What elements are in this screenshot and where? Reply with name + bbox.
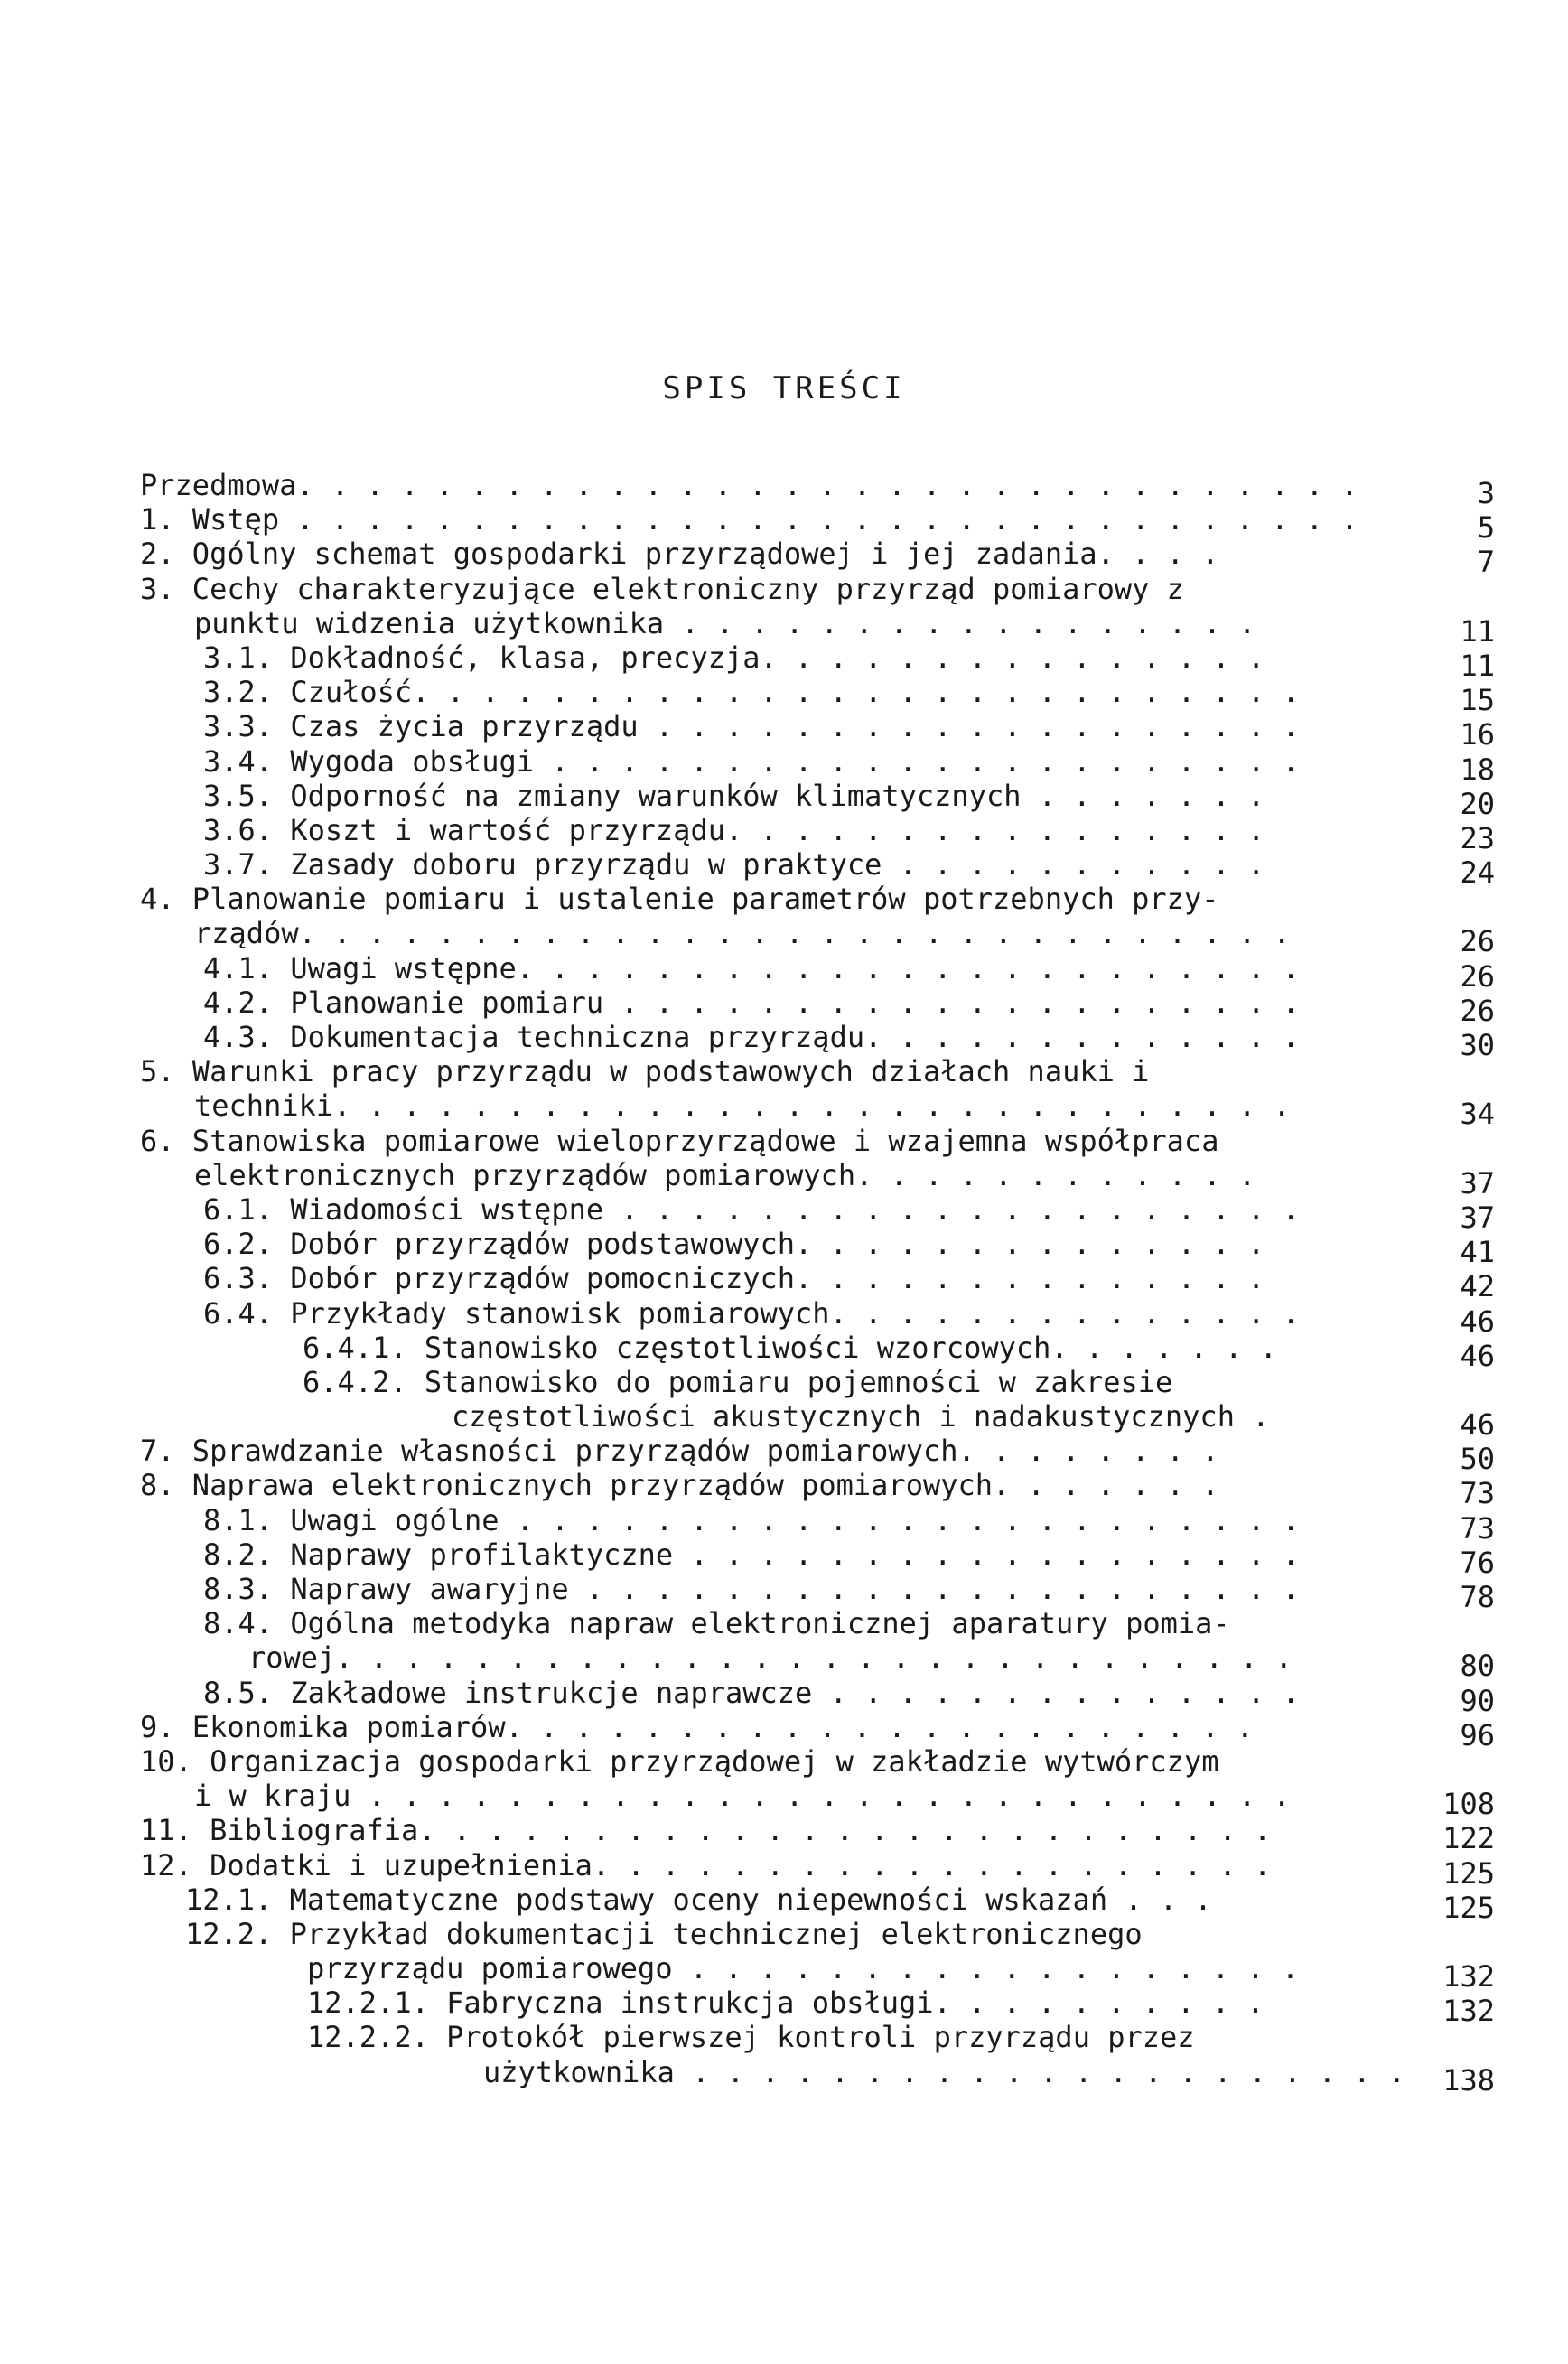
toc-entry-text: 11. Bibliografia. . . . . . . . . . . . . . . . . . . . . . . . .: [140, 1813, 1272, 1848]
toc-row: [140, 2054, 1495, 2098]
toc-row: [140, 1261, 1495, 1304]
toc-page-number: 73: [1460, 1510, 1495, 1546]
toc-entry-text: 8.4. Ogólna metodyka napraw elektronicznej aparatury pomia-: [203, 1606, 1230, 1641]
toc-row: [140, 502, 1495, 546]
toc-entry-text: 5. Warunki pracy przyrządu w podstawowych działach nauki i: [140, 1054, 1150, 1089]
toc-page-number: 90: [1460, 1683, 1495, 1718]
toc-page-number: 26: [1460, 993, 1495, 1028]
toc-entry-text: 6.2. Dobór przyrządów podstawowych. . . . . . . . . . . . . .: [203, 1227, 1265, 1262]
table-of-contents: [140, 468, 1495, 2098]
toc-entry-text: 8.1. Uwagi ogólne . . . . . . . . . . . . . . . . . . . . . . .: [203, 1502, 1300, 1537]
toc-row: [140, 1502, 1495, 1546]
toc-row: [140, 1640, 1495, 1684]
toc-entry-text: 9. Ekonomika pomiarów. . . . . . . . . . . . . . . . . . . . . .: [140, 1709, 1254, 1744]
toc-entry-text: 6.4.1. Stanowisko częstotliwości wzorcowych. . . . . . .: [303, 1330, 1277, 1365]
toc-entry-text: 6.1. Wiadomości wstępne . . . . . . . . . . . . . . . . . . . .: [203, 1191, 1300, 1227]
toc-entry-text: 4.1. Uwagi wstępne. . . . . . . . . . . . . . . . . . . . . . .: [203, 950, 1300, 986]
toc-page-number: 125: [1442, 1890, 1495, 1925]
toc-entry-text: użytkownika . . . . . . . . . . . . . . . . . . . . .: [483, 2054, 1406, 2089]
toc-page-number: 76: [1460, 1545, 1495, 1580]
toc-page-number: 26: [1460, 924, 1495, 959]
toc-entry-text: 4.3. Dokumentacja techniczna przyrządu. . . . . . . . . . . . .: [203, 1020, 1300, 1054]
toc-row: [140, 605, 1495, 649]
toc-entry-text: 1. Wstęp . . . . . . . . . . . . . . . . . . . . . . . . . . . . . . .: [140, 502, 1358, 537]
toc-page-number: 46: [1460, 1303, 1495, 1339]
toc-entry-text: rowej. . . . . . . . . . . . . . . . . . . . . . . . . . . .: [248, 1640, 1293, 1676]
toc-entry-text: 2. Ogólny schemat gospodarki przyrządowej i jej zadania. . . .: [140, 537, 1219, 572]
toc-entry-text: przyrządu pomiarowego . . . . . . . . . . . . . . . . . .: [307, 1951, 1300, 1986]
toc-entry-text: punktu widzenia użytkownika . . . . . . . . . . . . . . . . .: [194, 605, 1256, 640]
toc-row: [140, 1020, 1495, 1062]
toc-row: [140, 1675, 1495, 1718]
toc-row: [140, 2020, 1495, 2054]
toc-row: [140, 1434, 1495, 1477]
toc-row: [140, 1157, 1495, 1201]
toc-row: [140, 1606, 1495, 1640]
toc-row: [140, 1744, 1495, 1779]
toc-entry-text: 10. Organizacja gospodarki przyrządowej w zakładzie wytwórczym: [140, 1743, 1219, 1779]
toc-row: [140, 1191, 1495, 1235]
toc-row: [140, 1124, 1495, 1158]
toc-row: [140, 1054, 1495, 1089]
toc-row: [140, 1365, 1495, 1399]
toc-page-number: 50: [1460, 1442, 1495, 1477]
toc-entry-text: 12. Dodatki i uzupełnienia. . . . . . . . . . . . . . . . . . . .: [140, 1847, 1272, 1883]
toc-row: [140, 1227, 1495, 1270]
toc-row: [140, 675, 1495, 718]
toc-row: [140, 1572, 1495, 1614]
toc-entry-text: 3.2. Czułość. . . . . . . . . . . . . . . . . . . . . . . . . .: [203, 675, 1300, 710]
toc-page-number: 37: [1460, 1200, 1495, 1235]
toc-page-number: 96: [1460, 1717, 1495, 1752]
toc-page-number: 125: [1442, 1855, 1495, 1891]
toc-entry-text: Przedmowa. . . . . . . . . . . . . . . . . . . . . . . . . . . . . . .: [140, 468, 1358, 502]
toc-page-number: 132: [1442, 1959, 1495, 1995]
toc-page-number: 20: [1460, 786, 1495, 821]
toc-entry-text: 6. Stanowiska pomiarowe wieloprzyrządowe i wzajemna współpraca: [140, 1123, 1219, 1158]
toc-entry-text: 12.1. Matematyczne podstawy oceny niepewności wskazań . . .: [185, 1882, 1212, 1917]
toc-row: [140, 916, 1495, 959]
toc-page-number: 37: [1460, 1165, 1495, 1201]
toc-page-number: 16: [1460, 717, 1495, 752]
toc-page-number: 73: [1460, 1476, 1495, 1511]
toc-row: [140, 1917, 1495, 1951]
toc-row: [140, 1779, 1495, 1822]
toc-entry-text: 3.5. Odporność na zmiany warunków klimatycznych . . . . . . .: [203, 778, 1265, 813]
toc-page-number: 138: [1442, 2062, 1495, 2098]
toc-entry-text: 6.4. Przykłady stanowisk pomiarowych. . . . . . . . . . . . . .: [203, 1295, 1300, 1331]
toc-row: [140, 882, 1495, 916]
toc-row: [140, 640, 1495, 683]
toc-entry-text: 12.2.2. Protokół pierwszej kontroli przyrządu przez: [307, 2020, 1195, 2055]
toc-entry-text: i w kraju . . . . . . . . . . . . . . . . . . . . . . . . . . .: [194, 1779, 1291, 1814]
toc-entry-text: 3.6. Koszt i wartość przyrządu. . . . . . . . . . . . . . . .: [203, 812, 1265, 847]
toc-row: [140, 812, 1495, 855]
toc-row: [140, 950, 1495, 994]
toc-entry-text: 6.3. Dobór przyrządów pomocniczych. . . . . . . . . . . . . .: [203, 1261, 1265, 1296]
toc-row: [140, 1709, 1495, 1752]
toc-page-number: 80: [1460, 1649, 1495, 1684]
toc-entry-text: 8. Naprawa elektronicznych przyrządów pomiarowych. . . . . . .: [140, 1468, 1219, 1503]
toc-page-number: 23: [1460, 820, 1495, 855]
toc-entry-text: 3.7. Zasady doboru przyrządu w praktyce . . . . . . . . . . .: [203, 847, 1265, 883]
toc-row: [140, 1951, 1495, 1995]
toc-row: [140, 1399, 1495, 1443]
toc-page-number: 7: [1477, 545, 1495, 580]
toc-row: [140, 985, 1495, 1028]
page-title: SPIS TREŚCI: [662, 370, 906, 406]
toc-row: [140, 572, 1495, 606]
toc-entry-text: 8.2. Naprawy profilaktyczne . . . . . . . . . . . . . . . . . .: [203, 1537, 1300, 1572]
toc-page-number: 24: [1460, 855, 1495, 891]
toc-entry-text: 3.3. Czas życia przyrządu . . . . . . . . . . . . . . . . . . .: [203, 709, 1300, 744]
toc-entry-text: 6.4.2. Stanowisko do pomiaru pojemności w zakresie: [303, 1364, 1173, 1399]
toc-entry-text: częstotliwości akustycznych i nadakustycznych .: [452, 1399, 1270, 1434]
toc-row: [140, 778, 1495, 821]
toc-page-number: 15: [1460, 683, 1495, 718]
toc-page-number: 46: [1460, 1407, 1495, 1443]
toc-entry-text: 8.3. Naprawy awaryjne . . . . . . . . . . . . . . . . . . . . .: [203, 1572, 1300, 1606]
toc-row: [140, 1330, 1495, 1373]
toc-row: [140, 1986, 1495, 2029]
toc-entry-text: 4.2. Planowanie pomiaru . . . . . . . . . . . . . . . . . . . .: [203, 985, 1300, 1020]
toc-page-number: 78: [1460, 1580, 1495, 1614]
toc-page-number: 30: [1460, 1028, 1495, 1062]
toc-page-number: 42: [1460, 1269, 1495, 1304]
toc-entry-text: elektronicznych przyrządów pomiarowych. . . . . . . . . . . .: [194, 1157, 1256, 1192]
toc-row: [140, 1089, 1495, 1132]
toc-page-number: 26: [1460, 958, 1495, 994]
toc-row: [140, 847, 1495, 891]
toc-page-number: 11: [1460, 613, 1495, 649]
toc-row: [140, 743, 1495, 787]
toc-entry-text: 3. Cechy charakteryzujące elektroniczny przyrząd pomiarowy z: [140, 571, 1184, 606]
toc-entry-text: 12.2. Przykład dokumentacji technicznej elektronicznego: [185, 1916, 1143, 1951]
toc-row: [140, 1847, 1495, 1891]
toc-page-number: 3: [1477, 476, 1495, 510]
toc-page-number: 122: [1442, 1821, 1495, 1856]
toc-page-number: 132: [1442, 1994, 1495, 2029]
toc-row: [140, 1813, 1495, 1856]
toc-entry-text: rządów. . . . . . . . . . . . . . . . . . . . . . . . . . . . .: [194, 916, 1291, 951]
toc-page-number: 46: [1460, 1338, 1495, 1373]
toc-entry-text: 12.2.1. Fabryczna instrukcja obsługi. . . . . . . . . .: [307, 1986, 1265, 2021]
toc-entry-text: 3.4. Wygoda obsługi . . . . . . . . . . . . . . . . . . . . . .: [203, 743, 1300, 779]
toc-page-number: 41: [1460, 1235, 1495, 1270]
toc-page-number: 18: [1460, 752, 1495, 787]
toc-row: [140, 1537, 1495, 1580]
toc-row: [140, 468, 1495, 510]
toc-page-number: 11: [1460, 648, 1495, 683]
toc-row: [140, 1468, 1495, 1511]
toc-entry-text: 7. Sprawdzanie własności przyrządów pomiarowych. . . . . . . .: [140, 1434, 1219, 1469]
toc-row: [140, 537, 1495, 580]
toc-entry-text: 8.5. Zakładowe instrukcje naprawcze . . . . . . . . . . . . . .: [203, 1675, 1300, 1710]
toc-row: [140, 709, 1495, 752]
toc-row: [140, 1295, 1495, 1339]
toc-entry-text: 4. Planowanie pomiaru i ustalenie parametrów potrzebnych przy-: [140, 882, 1219, 917]
toc-entry-text: techniki. . . . . . . . . . . . . . . . . . . . . . . . . . . .: [194, 1089, 1291, 1124]
toc-row: [140, 1882, 1495, 1925]
toc-entry-text: 3.1. Dokładność, klasa, precyzja. . . . . . . . . . . . . . .: [203, 640, 1265, 675]
toc-page-number: 5: [1477, 510, 1495, 546]
toc-page-number: 108: [1442, 1787, 1495, 1822]
toc-page-number: 34: [1460, 1097, 1495, 1132]
